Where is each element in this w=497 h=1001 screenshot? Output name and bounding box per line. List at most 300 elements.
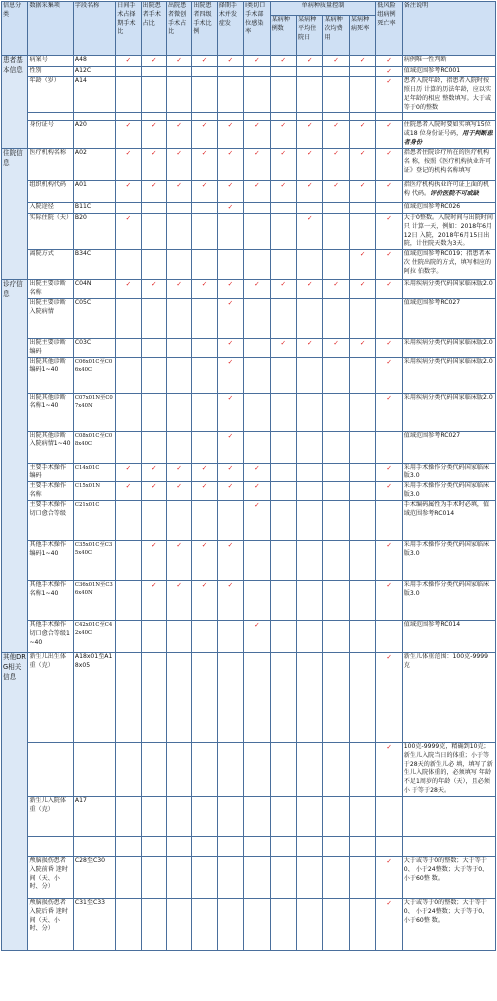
table-row — [2, 121, 496, 149]
note-cell — [402, 213, 495, 249]
check-mark-icon: ✓ — [192, 56, 217, 67]
empty-cell — [349, 463, 375, 482]
check-mark-icon: ✓ — [217, 56, 243, 67]
empty-cell — [323, 66, 349, 77]
check-mark-icon: ✓ — [270, 149, 296, 181]
empty-cell — [116, 580, 141, 620]
note-text: 值域范围参考RC026 — [403, 203, 461, 211]
field-cell: C07x01N至C07x40N — [73, 393, 115, 431]
note-cell — [402, 357, 495, 393]
check-mark-icon: ✓ — [166, 463, 191, 482]
empty-cell — [166, 113, 191, 121]
check-mark-icon: ✓ — [270, 56, 296, 67]
check-mark-icon: ✓ — [297, 213, 323, 249]
empty-cell — [297, 66, 323, 77]
field-cell — [73, 742, 115, 796]
note-text: 采用疾病分类代码国家临床版2.0 — [403, 357, 493, 365]
empty-cell — [323, 796, 349, 836]
field-cell: C28至C30 — [73, 856, 115, 898]
item-cell: 主要手术操作名称 — [28, 482, 73, 501]
header-c5: 择期手术并发症发 — [217, 2, 243, 56]
note-text: 大于或等于0的整数；大于等于0、 小于24整数；大于等于0、小于60整 数。 — [403, 856, 489, 882]
empty-cell — [323, 431, 349, 463]
section-label: 诊疗信息 — [2, 280, 28, 653]
check-mark-icon: ✓ — [244, 482, 270, 501]
empty-cell — [116, 250, 141, 280]
check-mark-icon: ✓ — [376, 149, 402, 181]
empty-cell — [270, 463, 296, 482]
item-cell: 身份证号 — [28, 121, 73, 149]
empty-cell — [244, 77, 270, 113]
empty-cell — [376, 298, 402, 338]
empty-cell — [192, 298, 217, 338]
check-mark-icon: ✓ — [217, 431, 243, 463]
check-mark-icon: ✓ — [166, 181, 191, 203]
empty-cell — [244, 796, 270, 836]
empty-cell — [297, 113, 323, 121]
empty-cell — [116, 836, 141, 856]
check-mark-icon: ✓ — [376, 181, 402, 203]
empty-cell — [323, 540, 349, 580]
empty-cell — [141, 66, 166, 77]
check-mark-icon: ✓ — [323, 149, 349, 181]
check-mark-icon: ✓ — [141, 463, 166, 482]
item-cell: 离院方式 — [28, 250, 73, 280]
empty-cell — [166, 338, 191, 357]
note-cell — [402, 540, 495, 580]
empty-cell — [217, 213, 243, 249]
empty-cell — [244, 856, 270, 898]
empty-cell — [116, 338, 141, 357]
header-single-group: 单病种质量控制 — [270, 2, 376, 16]
check-mark-icon: ✓ — [217, 580, 243, 620]
empty-cell — [349, 77, 375, 113]
check-mark-icon: ✓ — [217, 298, 243, 338]
empty-cell — [141, 113, 166, 121]
empty-cell — [166, 856, 191, 898]
header-field: 字段名称 — [73, 2, 115, 56]
item-cell: 出院主要诊断编码 — [28, 338, 73, 357]
empty-cell — [349, 203, 375, 214]
field-cell: A48 — [73, 56, 115, 67]
check-mark-icon: ✓ — [166, 540, 191, 580]
check-mark-icon: ✓ — [270, 121, 296, 149]
check-mark-icon: ✓ — [217, 482, 243, 501]
empty-cell — [166, 250, 191, 280]
empty-cell — [141, 836, 166, 856]
empty-cell — [116, 856, 141, 898]
table-row — [2, 580, 496, 620]
check-mark-icon: ✓ — [192, 121, 217, 149]
empty-cell — [244, 652, 270, 742]
note-text: 值域范围参考RC014 — [403, 620, 461, 628]
check-mark-icon: ✓ — [192, 181, 217, 203]
field-cell: C05C — [73, 298, 115, 338]
empty-cell — [244, 357, 270, 393]
check-mark-icon: ✓ — [217, 280, 243, 299]
empty-cell — [116, 298, 141, 338]
note-text: 值域范围参考RC019；指患者本次 住院出院的方式，填写相应的阿拉 伯数字。 — [403, 250, 492, 275]
note-cell — [402, 77, 495, 113]
empty-cell — [192, 898, 217, 950]
table-row — [2, 620, 496, 652]
table-row — [2, 796, 496, 836]
note-cell — [402, 298, 495, 338]
empty-cell — [270, 250, 296, 280]
empty-cell — [376, 836, 402, 856]
empty-cell — [141, 898, 166, 950]
item-cell — [28, 113, 73, 121]
empty-cell — [166, 298, 191, 338]
item-cell: 实际住院（天） — [28, 213, 73, 249]
empty-cell — [141, 203, 166, 214]
empty-cell — [166, 796, 191, 836]
empty-cell — [270, 213, 296, 249]
empty-cell — [244, 203, 270, 214]
note-bold-text: 用于判断患者身份 — [403, 130, 493, 147]
field-cell: C21x01C — [73, 500, 115, 540]
field-cell: C14x01C — [73, 463, 115, 482]
empty-cell — [270, 203, 296, 214]
table-row — [2, 213, 496, 249]
check-mark-icon: ✓ — [192, 482, 217, 501]
empty-cell — [297, 77, 323, 113]
field-cell — [73, 113, 115, 121]
empty-cell — [192, 113, 217, 121]
item-cell: 新生儿入院体重（克） — [28, 796, 73, 836]
empty-cell — [297, 836, 323, 856]
note-text: 大于0整数。入院时间与出院时间只 计算一天，例如：2018年6月12日 入院，2018年6月15日出院，计住院天数为3天。 — [403, 213, 493, 248]
table-row — [2, 113, 496, 121]
table-row — [2, 298, 496, 338]
empty-cell — [349, 836, 375, 856]
empty-cell — [166, 431, 191, 463]
empty-cell — [116, 113, 141, 121]
note-cell — [402, 393, 495, 431]
empty-cell — [166, 213, 191, 249]
check-mark-icon: ✓ — [297, 280, 323, 299]
check-mark-icon: ✓ — [323, 121, 349, 149]
empty-cell — [297, 298, 323, 338]
table-row — [2, 66, 496, 77]
empty-cell — [270, 580, 296, 620]
check-mark-icon: ✓ — [376, 540, 402, 580]
empty-cell — [349, 856, 375, 898]
note-cell — [402, 250, 495, 280]
empty-cell — [270, 898, 296, 950]
check-mark-icon: ✓ — [376, 121, 402, 149]
empty-cell — [349, 213, 375, 249]
empty-cell — [349, 652, 375, 742]
note-text: 值域范围参考RC001 — [403, 66, 461, 74]
check-mark-icon: ✓ — [244, 500, 270, 540]
empty-cell — [270, 742, 296, 796]
check-mark-icon: ✓ — [217, 181, 243, 203]
check-mark-icon: ✓ — [116, 482, 141, 501]
header-row-1 — [2, 2, 496, 16]
empty-cell — [166, 898, 191, 950]
field-cell: A17 — [73, 796, 115, 836]
empty-cell — [244, 250, 270, 280]
empty-cell — [349, 742, 375, 796]
header-c11: 低风险组病例死亡率 — [376, 2, 402, 56]
note-text: 住院患者入院时要如实填写15位或18 位身份证号码， — [403, 121, 491, 138]
note-text: 新生儿体重范围：100克-9999克 — [403, 652, 488, 669]
empty-cell — [349, 796, 375, 836]
empty-cell — [349, 620, 375, 652]
note-text: 采用疾病分类代码国家临床版2.0 — [403, 338, 493, 346]
check-mark-icon: ✓ — [376, 856, 402, 898]
item-cell: 其他手术操作编码1~40 — [28, 540, 73, 580]
empty-cell — [323, 482, 349, 501]
note-cell — [402, 113, 495, 121]
check-mark-icon: ✓ — [141, 181, 166, 203]
empty-cell — [192, 393, 217, 431]
check-mark-icon: ✓ — [141, 121, 166, 149]
note-text: 采用疾病分类代码国家临床版2.0 — [403, 280, 493, 288]
empty-cell — [297, 856, 323, 898]
check-mark-icon: ✓ — [166, 280, 191, 299]
empty-cell — [323, 298, 349, 338]
field-cell: C03C — [73, 338, 115, 357]
header-c10: 某病种病死率 — [349, 16, 375, 56]
empty-cell — [349, 431, 375, 463]
header-c1: 日间手术占择期手术比 — [116, 2, 141, 56]
check-mark-icon: ✓ — [244, 620, 270, 652]
check-mark-icon: ✓ — [376, 338, 402, 357]
header-c6: I类切口手术部位感染率 — [244, 2, 270, 56]
empty-cell — [141, 338, 166, 357]
item-cell: 新生儿出生体重（克） — [28, 652, 73, 742]
empty-cell — [270, 66, 296, 77]
table-row — [2, 77, 496, 113]
table-row — [2, 280, 496, 299]
check-mark-icon: ✓ — [192, 580, 217, 620]
note-cell — [402, 742, 495, 796]
table-row — [2, 357, 496, 393]
document-page — [1, 1, 496, 951]
empty-cell — [297, 482, 323, 501]
empty-cell — [166, 393, 191, 431]
empty-cell — [116, 652, 141, 742]
empty-cell — [297, 580, 323, 620]
empty-cell — [349, 66, 375, 77]
check-mark-icon: ✓ — [244, 463, 270, 482]
item-cell: 其他手术操作切口愈合等级1~40 — [28, 620, 73, 652]
empty-cell — [217, 500, 243, 540]
note-text: 采用手术操作分类代码国家临床版3.0 — [403, 482, 490, 499]
check-mark-icon: ✓ — [192, 280, 217, 299]
empty-cell — [192, 836, 217, 856]
check-mark-icon: ✓ — [297, 149, 323, 181]
empty-cell — [376, 796, 402, 836]
note-cell — [402, 181, 495, 203]
empty-cell — [270, 796, 296, 836]
item-cell: 病案号 — [28, 56, 73, 67]
empty-cell — [141, 77, 166, 113]
note-text: 100克-9999克，精确到10克；新生儿入院当日的体重；小于等于28天的新生儿必 填，填写了新生儿入院体重的，必须填写 年龄不足1周岁的年龄（天），且必须小 于等于28天。 — [403, 742, 493, 795]
field-cell: C31至C33 — [73, 898, 115, 950]
empty-cell — [349, 898, 375, 950]
empty-cell — [141, 500, 166, 540]
empty-cell — [376, 113, 402, 121]
empty-cell — [166, 357, 191, 393]
note-text: 值域范围参考RC027 — [403, 298, 461, 306]
section-label: 其他DRG相关信息 — [2, 652, 28, 950]
header-item: 数据采集项 — [28, 2, 73, 56]
check-mark-icon: ✓ — [217, 338, 243, 357]
empty-cell — [116, 500, 141, 540]
note-text: 病例唯一性判断 — [403, 56, 447, 63]
table-row — [2, 203, 496, 214]
empty-cell — [323, 580, 349, 620]
check-mark-icon: ✓ — [166, 121, 191, 149]
table-row — [2, 482, 496, 501]
empty-cell — [217, 898, 243, 950]
empty-cell — [323, 250, 349, 280]
table-row — [2, 500, 496, 540]
field-cell: C06x01C至C06x40C — [73, 357, 115, 393]
check-mark-icon: ✓ — [376, 250, 402, 280]
item-cell: 出院主要诊断入院病情 — [28, 298, 73, 338]
empty-cell — [192, 203, 217, 214]
check-mark-icon: ✓ — [217, 203, 243, 214]
field-cell: B11C — [73, 203, 115, 214]
check-mark-icon: ✓ — [116, 149, 141, 181]
item-cell: 组织机构代码 — [28, 181, 73, 203]
empty-cell — [323, 113, 349, 121]
empty-cell — [217, 620, 243, 652]
empty-cell — [323, 500, 349, 540]
header-c4: 出院患者四级手术比例 — [192, 2, 217, 56]
note-cell — [402, 203, 495, 214]
empty-cell — [323, 652, 349, 742]
empty-cell — [217, 742, 243, 796]
empty-cell — [166, 500, 191, 540]
check-mark-icon: ✓ — [244, 56, 270, 67]
item-cell: 主要手术操作切口愈合等级 — [28, 500, 73, 540]
empty-cell — [116, 357, 141, 393]
empty-cell — [270, 540, 296, 580]
empty-cell — [141, 856, 166, 898]
empty-cell — [141, 298, 166, 338]
empty-cell — [244, 113, 270, 121]
check-mark-icon: ✓ — [217, 393, 243, 431]
empty-cell — [244, 898, 270, 950]
empty-cell — [192, 213, 217, 249]
empty-cell — [297, 620, 323, 652]
empty-cell — [192, 620, 217, 652]
empty-cell — [323, 213, 349, 249]
empty-cell — [323, 856, 349, 898]
empty-cell — [323, 77, 349, 113]
empty-cell — [323, 898, 349, 950]
table-row — [2, 652, 496, 742]
empty-cell — [141, 742, 166, 796]
empty-cell — [349, 500, 375, 540]
empty-cell — [244, 836, 270, 856]
note-cell — [402, 338, 495, 357]
empty-cell — [192, 338, 217, 357]
field-cell: A20 — [73, 121, 115, 149]
empty-cell — [270, 393, 296, 431]
table-row — [2, 181, 496, 203]
check-mark-icon: ✓ — [376, 482, 402, 501]
empty-cell — [270, 298, 296, 338]
check-mark-icon: ✓ — [166, 482, 191, 501]
note-cell — [402, 121, 495, 149]
empty-cell — [141, 250, 166, 280]
empty-cell — [192, 77, 217, 113]
empty-cell — [244, 338, 270, 357]
empty-cell — [270, 856, 296, 898]
note-text: 手术编码属性为手术时必填，值域范围参考RC014 — [403, 500, 490, 517]
check-mark-icon: ✓ — [376, 77, 402, 113]
empty-cell — [349, 540, 375, 580]
table-row — [2, 540, 496, 580]
empty-cell — [323, 463, 349, 482]
check-mark-icon: ✓ — [217, 121, 243, 149]
empty-cell — [323, 742, 349, 796]
table-row — [2, 836, 496, 856]
check-mark-icon: ✓ — [376, 280, 402, 299]
note-cell — [402, 620, 495, 652]
empty-cell — [297, 393, 323, 431]
table-row — [2, 56, 496, 67]
check-mark-icon: ✓ — [270, 338, 296, 357]
check-mark-icon: ✓ — [376, 742, 402, 796]
empty-cell — [192, 742, 217, 796]
empty-cell — [116, 203, 141, 214]
empty-cell — [244, 393, 270, 431]
empty-cell — [270, 431, 296, 463]
note-cell — [402, 856, 495, 898]
check-mark-icon: ✓ — [376, 56, 402, 67]
empty-cell — [192, 652, 217, 742]
empty-cell — [297, 500, 323, 540]
check-mark-icon: ✓ — [349, 121, 375, 149]
check-mark-icon: ✓ — [349, 280, 375, 299]
empty-cell — [376, 203, 402, 214]
check-mark-icon: ✓ — [166, 149, 191, 181]
empty-cell — [166, 652, 191, 742]
table-row — [2, 393, 496, 431]
empty-cell — [297, 742, 323, 796]
field-cell — [73, 836, 115, 856]
empty-cell — [270, 77, 296, 113]
empty-cell — [116, 620, 141, 652]
check-mark-icon: ✓ — [116, 463, 141, 482]
note-cell — [402, 580, 495, 620]
check-mark-icon: ✓ — [141, 149, 166, 181]
empty-cell — [192, 500, 217, 540]
data-collection-table — [1, 1, 496, 951]
check-mark-icon: ✓ — [323, 280, 349, 299]
item-cell: 出院其他诊断名称1~40 — [28, 393, 73, 431]
check-mark-icon: ✓ — [217, 463, 243, 482]
empty-cell — [349, 393, 375, 431]
empty-cell — [166, 620, 191, 652]
item-cell: 主要手术操作编码 — [28, 463, 73, 482]
field-cell: C04N — [73, 280, 115, 299]
empty-cell — [166, 836, 191, 856]
field-cell: B20 — [73, 213, 115, 249]
empty-cell — [349, 298, 375, 338]
table-row — [2, 338, 496, 357]
empty-cell — [297, 898, 323, 950]
note-cell — [402, 796, 495, 836]
header-c8: 某病种平均住院日 — [297, 16, 323, 56]
